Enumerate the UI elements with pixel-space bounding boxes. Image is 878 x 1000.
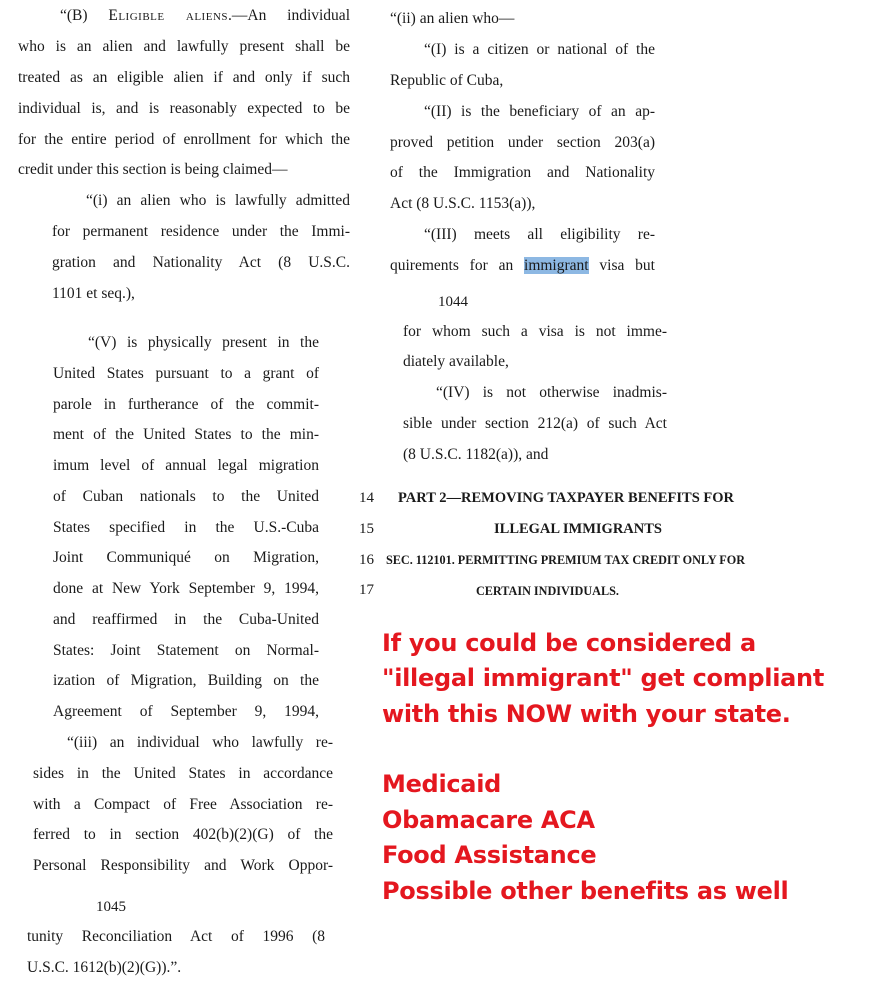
text-line: Joint Communiqué on Migration,	[53, 549, 319, 566]
line-number: 14	[359, 490, 374, 506]
text-line: done at New York September 9, 1994,	[53, 580, 319, 597]
text-line: of the Immigration and Nationality	[390, 164, 655, 181]
text-line: “(B) Eligible aliens.—An individual	[60, 7, 350, 24]
text-line: with a Compact of Free Association re-	[33, 796, 333, 813]
benefit-item: Possible other benefits as well	[382, 877, 789, 905]
text-line: Agreement of September 9, 1994,	[53, 703, 319, 720]
text-line: credit under this section is being claimed—	[18, 161, 288, 178]
line-number: 15	[359, 521, 374, 537]
text-line: “(I) is a citizen or national of the	[424, 41, 655, 58]
warning-text: If you could be considered a	[382, 629, 756, 657]
part-heading: PART 2—REMOVING TAXPAYER BENEFITS FOR	[398, 490, 734, 506]
section-heading: SEC. 112101. PERMITTING PREMIUM TAX CREDIT ONLY FOR	[386, 553, 746, 567]
text-line: Personal Responsibility and Work Oppor-	[33, 857, 333, 874]
text-line: imum level of annual legal migration	[53, 457, 319, 474]
text-line: United States pursuant to a grant of	[53, 365, 319, 382]
text-line: U.S.C. 1612(b)(2)(G)).”.	[27, 959, 182, 976]
text-line: for permanent residence under the Immi-	[52, 223, 350, 240]
text-line: Republic of Cuba,	[390, 72, 504, 89]
text-line: gration and Nationality Act (8 U.S.C.	[52, 254, 350, 271]
text-line: sible under section 212(a) of such Act	[403, 415, 667, 432]
text-line: proved petition under section 203(a)	[390, 134, 655, 151]
line-number: 16	[359, 552, 374, 568]
page-number: 1045	[96, 899, 126, 915]
text-line: ization of Migration, Building on the	[53, 672, 319, 689]
benefit-item: Obamacare ACA	[382, 806, 595, 834]
text-line: treated as an eligible alien if and only if such	[18, 69, 350, 86]
text-line: individual is, and is reasonably expected to be	[18, 100, 350, 117]
text-line: “(V) is physically present in the	[88, 334, 319, 351]
warning-text: "illegal immigrant" get compliant	[382, 664, 825, 692]
page-number: 1044	[438, 294, 468, 310]
highlighted-word: immigrant	[524, 257, 589, 274]
text-line: for the entire period of enrollment for which the	[18, 131, 350, 148]
text-line: ferred to in section 402(b)(2)(G) of the	[33, 826, 333, 843]
text-line: 1101 et seq.),	[52, 285, 135, 302]
text-line: States: Joint Statement on Normal-	[53, 642, 319, 659]
text-line: “(i) an alien who is lawfully admitted	[86, 192, 350, 209]
text-line: for whom such a visa is not imme-	[403, 323, 667, 340]
text-line: “(ii) an alien who—	[390, 10, 515, 27]
text-line: of Cuban nationals to the United	[53, 488, 319, 505]
part-heading: ILLEGAL IMMIGRANTS	[494, 521, 662, 537]
text-line: diately available,	[403, 353, 509, 370]
text-line: who is an alien and lawfully present shall be	[18, 38, 350, 55]
text-line: parole in furtherance of the commit-	[53, 396, 319, 413]
text-line: “(III) meets all eligibility re-	[424, 226, 655, 243]
text-line: tunity Reconciliation Act of 1996 (8	[27, 928, 325, 945]
text-line: (8 U.S.C. 1182(a)), and	[403, 446, 549, 463]
text-line: Act (8 U.S.C. 1153(a)),	[390, 195, 536, 212]
text-line: ment of the United States to the min-	[53, 426, 319, 443]
benefit-item: Medicaid	[382, 770, 501, 798]
warning-text: with this NOW with your state.	[382, 700, 791, 728]
text-line: States specified in the U.S.-Cuba	[53, 519, 319, 536]
text-line: “(IV) is not otherwise inadmis-	[436, 384, 667, 401]
text-line: quirements for an immigrant visa but	[390, 257, 655, 274]
text-line: and reaffirmed in the Cuba-United	[53, 611, 319, 628]
benefit-item: Food Assistance	[382, 841, 597, 869]
text-line: sides in the United States in accordance	[33, 765, 333, 782]
line-number: 17	[359, 582, 374, 598]
text-line: “(iii) an individual who lawfully re-	[67, 734, 333, 751]
section-heading: CERTAIN INDIVIDUALS.	[476, 584, 619, 598]
text-line: “(II) is the beneficiary of an ap-	[424, 103, 655, 120]
